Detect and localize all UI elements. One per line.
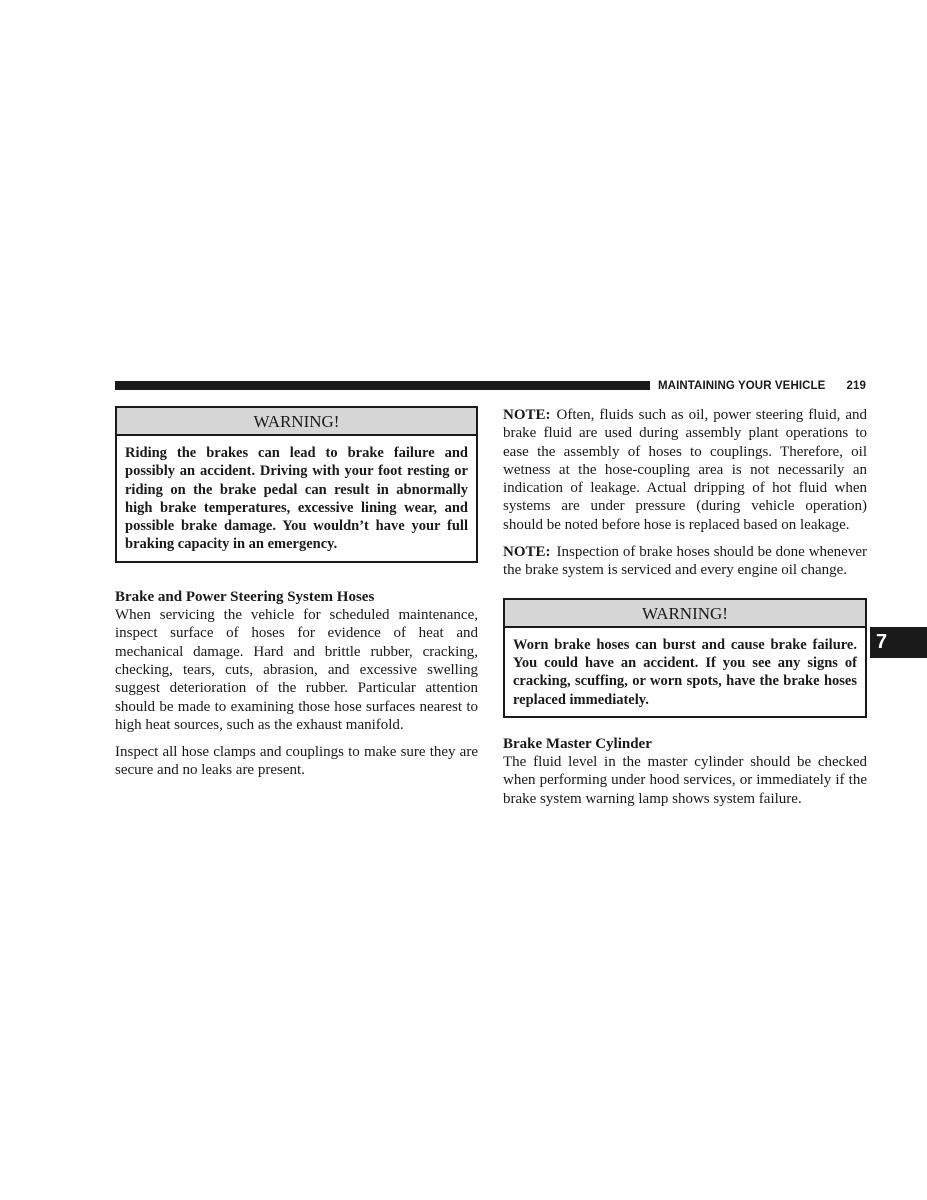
section-heading-master-cylinder: Brake Master Cylinder bbox=[503, 735, 652, 752]
section-heading-hoses: Brake and Power Steering System Hoses bbox=[115, 588, 375, 605]
section-title: MAINTAINING YOUR VEHICLE bbox=[658, 380, 826, 392]
note-text: Inspection of brake hoses should be done whenever the brake system is serviced and every engine oil change. bbox=[503, 544, 867, 579]
note-fluids bbox=[503, 406, 867, 534]
running-head bbox=[658, 378, 866, 394]
warning-title: WARNING! bbox=[117, 408, 476, 436]
note-label: NOTE: bbox=[503, 544, 551, 561]
warning-box-worn-hoses bbox=[503, 598, 867, 718]
page-number: 219 bbox=[846, 380, 866, 392]
warning-title: WARNING! bbox=[505, 600, 865, 628]
header-rule-bar bbox=[115, 381, 650, 390]
note-inspection bbox=[503, 543, 867, 580]
left-column bbox=[115, 406, 478, 780]
paragraph-hose-clamps: Inspect all hose clamps and couplings to make sure they are secure and no leaks are present. bbox=[115, 744, 478, 779]
warning-body: Worn brake hoses can burst and cause brake failure. You could have an accident. If you see any signs of cracking, scuffing, or worn spots, have the brake hoses replaced immediately. bbox=[513, 636, 857, 708]
paragraph-master-cylinder: The fluid level in the master cylinder should be checked when performing under hood services, or immediately if the brake system warning lamp shows system failure. bbox=[503, 754, 867, 807]
warning-box-riding-brakes bbox=[115, 406, 478, 563]
note-text: Often, fluids such as oil, power steering fluid, and brake fluid are used during assembly plant operations to ease the assembly of hoses to couplings. Therefore, oil wetness at the hose-coupling area is not necessarily an indication of leakage. Actual dripping of hot fluid when systems are under pressure (during vehicle operation) should be noted before hose is replaced based on leakage. bbox=[503, 407, 867, 533]
right-column bbox=[503, 406, 867, 808]
warning-body: Riding the brakes can lead to brake failure and possibly an accident. Driving with your foot resting or riding on the brake pedal can result in abnormally high brake temperatures, excessive lining wear, and possible brake damage. You wouldn’t have your full braking capacity in an emergency. bbox=[125, 445, 468, 553]
chapter-tab: 7 bbox=[870, 627, 927, 658]
paragraph-hoses-inspection: When servicing the vehicle for scheduled maintenance, inspect surface of hoses for evidence of heat and mechanical damage. Hard and brittle rubber, cracking, checking, tears, cuts, abrasion, and excessive swelling suggest deterioration of the rubber. Particular attention should be made to examining those hose surfaces nearest to high heat sources, such as the exhaust manifold. bbox=[115, 607, 478, 733]
note-label: NOTE: bbox=[503, 407, 551, 423]
